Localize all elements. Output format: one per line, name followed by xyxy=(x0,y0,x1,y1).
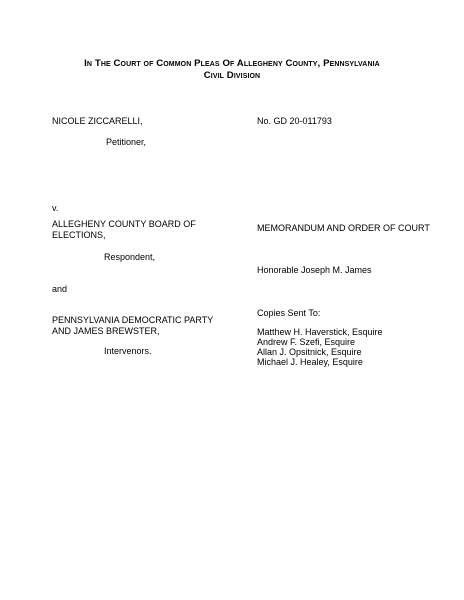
intervenor-name-line1: PENNSYLVANIA DEMOCRATIC PARTY xyxy=(52,315,214,325)
respondent-role: Respondent, xyxy=(104,252,156,262)
intervenor-role: Intervenors. xyxy=(104,346,152,356)
court-heading-line1: In The Court of Common Pleas Of Allegheny County, Pennsylvania xyxy=(84,58,380,69)
case-number: No. GD 20-011793 xyxy=(257,116,332,126)
recipient-2: Andrew F. Szefi, Esquire xyxy=(257,337,356,347)
petitioner-role: Petitioner, xyxy=(106,137,147,147)
document-title: MEMORANDUM AND ORDER OF COURT xyxy=(257,223,430,233)
recipient-4: Michael J. Healey, Esquire xyxy=(257,357,363,367)
intervenor-name-line2: AND JAMES BREWSTER, xyxy=(52,326,160,336)
petitioner-name: NICOLE ZICCARELLI, xyxy=(52,116,143,126)
recipient-3: Allan J. Opsitnick, Esquire xyxy=(257,347,362,357)
court-heading-line2: Civil Division xyxy=(203,70,261,81)
judge-name: Honorable Joseph M. James xyxy=(257,265,372,275)
respondent-name-line1: ALLEGHENY COUNTY BOARD OF xyxy=(52,219,196,229)
versus-label: v. xyxy=(52,203,59,213)
copies-label: Copies Sent To: xyxy=(257,308,321,318)
recipient-1: Matthew H. Haverstick, Esquire xyxy=(257,327,383,337)
and-label: and xyxy=(52,284,68,294)
respondent-name-line2: ELECTIONS, xyxy=(52,230,106,240)
